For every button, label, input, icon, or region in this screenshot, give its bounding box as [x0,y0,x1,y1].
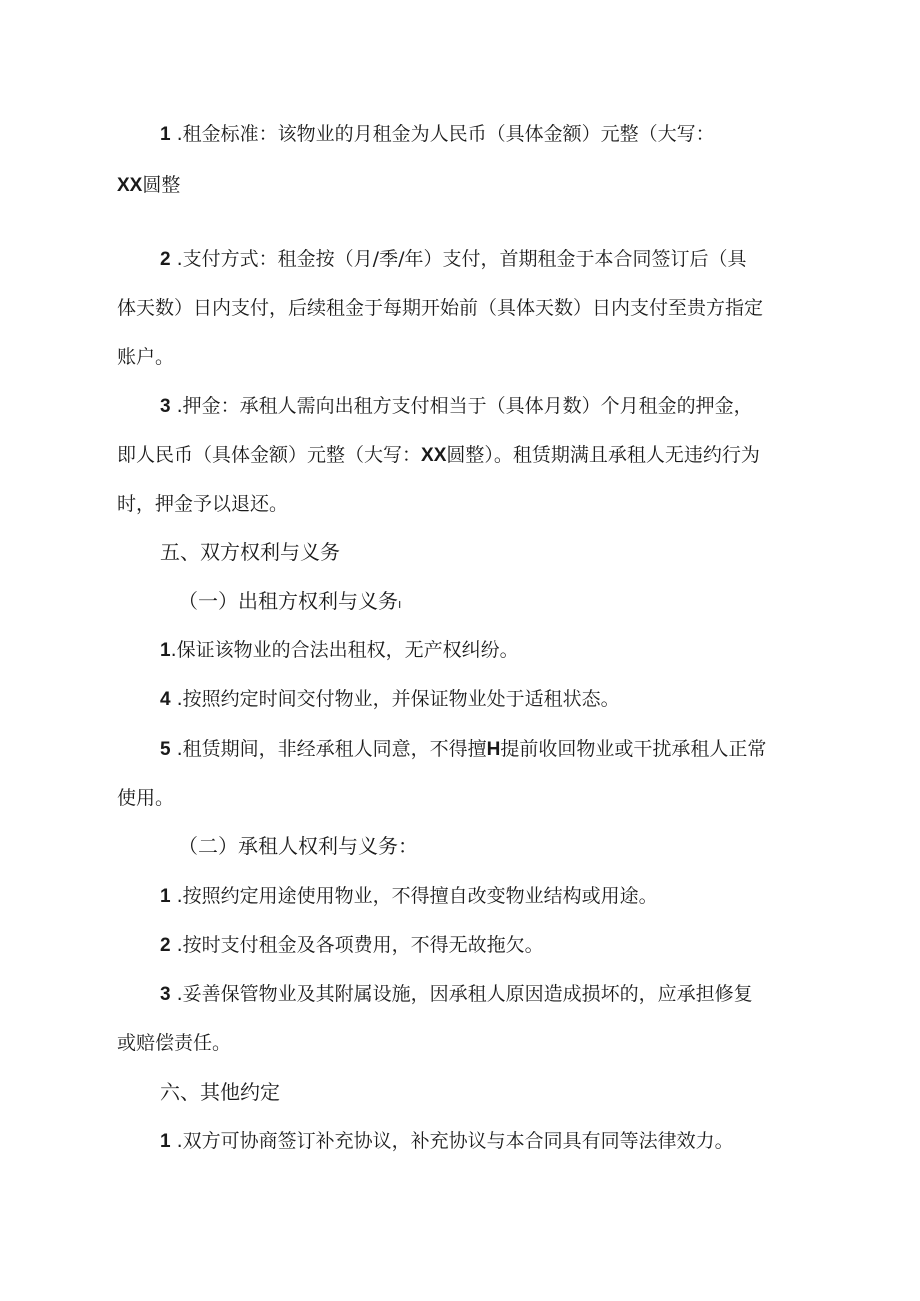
item-number: 1 [160,1131,171,1152]
item-text: 即人民币（具体金额）元整（大写： [117,444,422,466]
item-number: 3 [160,396,171,417]
item-text: 圆整）。租赁期满且承租人无违约行为 [446,444,760,466]
ocr-artifact: H [486,739,501,760]
deposit-line-2 [117,443,760,468]
item-number: 3 [160,984,171,1005]
lessee-item-1 [160,884,658,909]
lessee-item-3-cont [117,1031,231,1055]
item-text: .妥善保管物业及其附属设施，因承租人原因造成损坏的，应承担修复 [176,983,753,1005]
lessee-item-2 [160,933,544,958]
item-text: .支付方式：租金按（月/季/年）支付，首期租金于本合同签订后（具 [176,248,747,270]
item-text: .租金标准：该物业的月租金为人民币（具体金额）元整（大写： [176,123,715,145]
rent-standard-line-1 [160,122,715,147]
lessor-subtitle [178,589,401,616]
lessor-item-2 [160,687,620,712]
item-number: 4 [160,689,171,710]
item-text: .按时支付租金及各项费用，不得无故拖欠。 [176,934,544,956]
item-text: 提前收回物业或干扰承租人正常 [500,738,767,760]
item-number: 1 [160,640,171,661]
deposit-line-3 [117,492,288,516]
item-text: .租赁期间，非经承租人同意，不得擅 [176,738,487,760]
deposit-line-1 [160,394,753,419]
item-text: 账户。 [117,346,175,368]
amount-placeholder: XX [117,175,143,196]
item-number: 2 [160,935,171,956]
amount-placeholder: XX [421,445,447,466]
item-text: .按照约定用途使用物业，不得擅自改变物业结构或用途。 [176,885,658,907]
item-text: 时，押金予以退还。 [117,493,289,515]
lessor-item-3 [160,737,766,762]
lessee-subtitle: （二）承租人权利与义务： [178,834,418,858]
item-number: 1 [160,124,171,145]
payment-line-3 [117,345,174,369]
item-number: 2 [160,249,171,270]
item-text: .按照约定时间交付物业，并保证物业处于适租状态。 [176,688,620,710]
item-text: 或赔偿责任。 [117,1032,232,1054]
lessor-item-1 [160,638,519,663]
stray-mark: ı [398,597,402,611]
rent-standard-line-2 [117,173,180,198]
item-text: .押金：承租人需向出租方支付相当于（具体月数）个月租金的押金， [176,395,753,417]
item-number: 1 [160,886,171,907]
payment-line-1 [160,247,746,272]
item-text: 圆整 [142,174,181,196]
lessee-item-3 [160,982,753,1007]
item-text: .双方可协商签订补充协议，补充协议与本合同具有同等法律效力。 [176,1130,734,1152]
item-number: 5 [160,739,171,760]
payment-line-2 [117,296,763,320]
lessor-item-3-cont [117,786,174,810]
section-5-title: 五、双方权利与义务 [160,540,340,564]
subtitle-text: （一）出租方权利与义务 [178,589,398,613]
item-text: .保证该物业的合法出租权，无产权纠纷。 [170,639,519,661]
item-text: 体天数）日内支付，后续租金于每期开始前（具体天数）日内支付至贵方指定 [117,297,764,319]
item-text: 使用。 [117,787,175,809]
section-6-title: 六、其他约定 [160,1080,280,1104]
other-item-1 [160,1129,734,1154]
